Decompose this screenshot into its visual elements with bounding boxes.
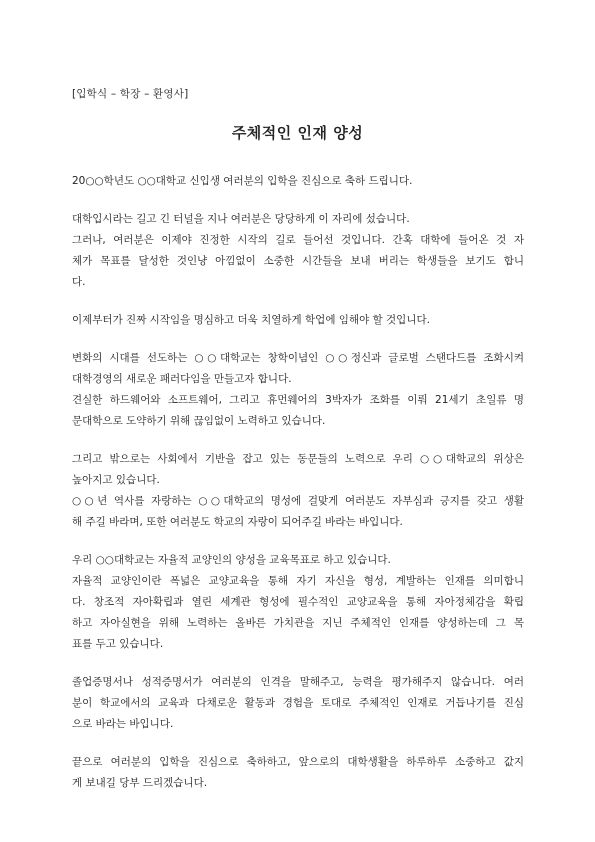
paragraph-4-line-2: 대학경영의 새로운 패러다임을 만들고자 합니다.	[72, 373, 292, 385]
paragraph-8-line-2: 게 보내길 당부 드리겠습니다.	[72, 777, 208, 789]
paragraph-6-line-3: 다. 창조적 자아확립과 열린 세계관 형성에 필수적인 교양교육을 통해 자아정체감을 확립	[72, 596, 524, 608]
paragraph-6-line-1: 우리 ○○대학교는 자율적 교양인의 양성을 교육목표로 하고 있습니다.	[72, 554, 391, 566]
document-category: [입학식 – 학장 – 환영사]	[72, 88, 189, 100]
paragraph-2-line-1: 대학입시라는 길고 긴 터널을 지나 여러분은 당당하게 이 자리에 섰습니다.	[72, 213, 410, 225]
paragraph-4-line-1: 변화의 시대를 선도하는 ○○대학교는 창학이념인 ○○정신과 글로벌 스탠다드를 조화시켜	[72, 352, 524, 364]
paragraph-6-line-2: 자율적 교양인이란 폭넓은 교양교육을 통해 자기 자신을 형성, 계발하는 인재를 의미합니	[72, 575, 524, 587]
paragraph-6-line-4: 하고 자아실현을 위해 노력하는 올바른 가치관을 지닌 주체적인 인재를 양성하는데 그 목	[72, 617, 524, 629]
paragraph-1-line-1: 20○○학년도 ○○대학교 신입생 여러분의 입학을 진심으로 축하 드립니다.	[72, 175, 413, 187]
paragraph-2-line-3: 체가 목표를 달성한 것인냥 아낌없이 소중한 시간들을 보내 버리는 학생들을 보기도 합니	[72, 255, 524, 267]
paragraph-5-line-2: 높아지고 있습니다.	[72, 474, 160, 486]
paragraph-2-line-4: 다.	[72, 276, 86, 288]
paragraph-8-line-1: 끝으로 여러분의 입학을 진심으로 축하하고, 앞으로의 대학생활을 하루하루 소중하고 값지	[72, 756, 524, 768]
paragraph-7-line-1: 졸업증명서나 성적증명서가 여러분의 인격을 말해주고, 능력을 평가해주지 않습니다. 여러	[72, 676, 524, 688]
paragraph-7-line-3: 으로 바라는 바입니다.	[72, 718, 174, 730]
paragraph-6-line-5: 표를 두고 있습니다.	[72, 638, 164, 650]
paragraph-3-line-1: 이제부터가 진짜 시작임을 명심하고 더욱 치열하게 학업에 임해야 할 것입니다.	[72, 314, 430, 326]
paragraph-4-line-3: 견실한 하드웨어와 소프트웨어, 그리고 휴먼웨어의 3박자가 조화를 이뤄 21세기 초일류 명	[72, 394, 524, 406]
paragraph-5-line-1: 그리고 밖으로는 사회에서 기반을 잡고 있는 동문들의 노력으로 우리 ○○대학교의 위상은	[72, 453, 524, 465]
paragraph-5-line-3: ○○년 역사를 자랑하는 ○○대학교의 명성에 걸맞게 여러분도 자부심과 긍지를 갖고 생활	[72, 495, 524, 507]
paragraph-4-line-4: 문대학으로 도약하기 위해 끊임없이 노력하고 있습니다.	[72, 415, 326, 427]
document-title: 주체적인 인재 양성	[231, 124, 364, 142]
paragraph-7-line-2: 분이 학교에서의 교육과 다채로운 활동과 경험을 토대로 주체적인 인재로 거듭나기를 진심	[72, 697, 524, 709]
paragraph-5-line-4: 해 주길 바라며, 또한 여러분도 학교의 자랑이 되어주길 바라는 바입니다.	[72, 516, 403, 528]
paragraph-2-line-2: 그러나, 여러분은 이제야 진정한 시작의 길로 들어선 것입니다. 간혹 대학에 들어온 것 자	[72, 234, 524, 246]
